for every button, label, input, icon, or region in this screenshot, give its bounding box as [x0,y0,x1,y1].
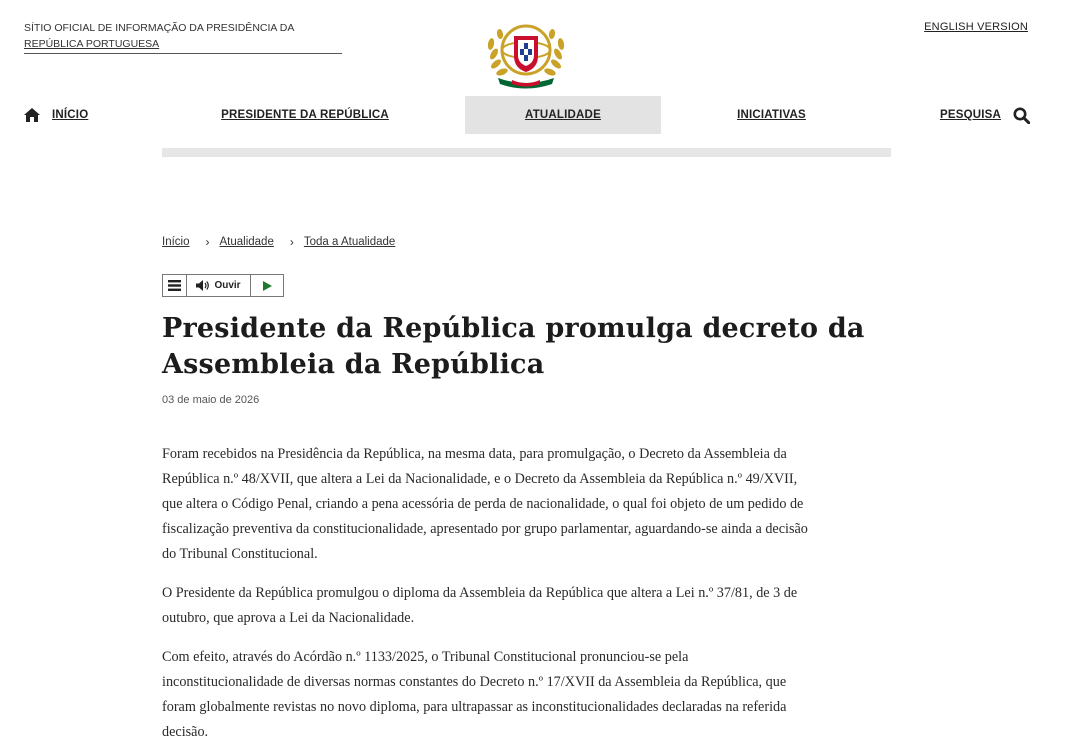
nav-presidente[interactable]: PRESIDENTE DA REPÚBLICA [221,109,389,121]
breadcrumb-separator: › [289,235,294,249]
breadcrumb-atualidade[interactable]: Atualidade [219,236,274,248]
article-body [162,442,812,755]
article-paragraph: O Presidente da República promulgou o diploma da Assembleia da República que altera a Lei n.º 37/81, de 3 de outubro, que aprova a Lei da Nacionalidade. [162,585,798,626]
listen-menu-button[interactable] [163,275,187,296]
nav-pesquisa-label[interactable]: PESQUISA [939,109,1001,121]
menu-icon [168,280,181,291]
play-button[interactable] [251,275,283,296]
nav-pesquisa[interactable] [930,96,1030,134]
article-date: 03 de maio de 2026 [162,394,260,406]
listen-label: Ouvir [214,280,241,291]
breadcrumb-separator: › [205,235,210,249]
breadcrumb [162,235,395,249]
article-title: Presidente da República promulga decreto da Assembleia da República [162,313,865,380]
breadcrumb-inicio[interactable]: Início [162,236,190,248]
site-header [0,0,1080,95]
nav-home-label[interactable]: INÍCIO [52,109,89,121]
speaker-icon [196,280,210,291]
search-icon[interactable] [1013,107,1030,124]
site-title-line2[interactable]: REPÚBLICA PORTUGUESA [24,38,160,50]
play-icon [263,281,272,291]
listen-widget [162,274,284,297]
breadcrumb-toda-atualidade[interactable]: Toda a Atualidade [303,236,396,248]
nav-atualidade[interactable]: ATUALIDADE [465,96,661,134]
article-paragraph: Foram recebidos na Presidência da República, na mesma data, para promulgação, o Decreto da Assembleia da República n.º 48/XVII, que altera a Lei da Nacionalidade, e o Decreto da Assembleia da República n.º 49/XVII, que altera o Código Penal, criando a pena acessória de perda de nacionalidade, o qual foi objeto de um pedido de fiscalização preventiva da constitucionalidade, apresentado por grupo parlamentar, aguardando-se ainda a decisão do Tribunal Constitucional. [162,446,808,562]
english-version-link[interactable]: ENGLISH VERSION [924,21,1028,33]
site-title-line1[interactable]: SÍTIO OFICIAL DE INFORMAÇÃO DA PRESIDÊNCIA DA [24,22,295,34]
main-nav [0,96,1080,134]
listen-button[interactable] [187,275,251,296]
coat-of-arms-emblem[interactable] [482,16,570,90]
article-paragraph: Com efeito, através do Acórdão n.º 1133/2025, o Tribunal Constitucional pronunciou-se pela inconstitucionalidade de diversas normas constantes do Decreto n.º 17/XVII da Assembleia da República, que foram globalmente revistas no novo diploma, para ultrapassar as inconstitucionalidades declaradas na referida decisão. [162,649,787,740]
home-icon [24,108,40,122]
nav-home[interactable] [24,96,104,134]
site-title-link[interactable] [24,20,342,54]
nav-iniciativas[interactable]: INICIATIVAS [737,109,806,121]
section-divider-bar [162,148,891,157]
